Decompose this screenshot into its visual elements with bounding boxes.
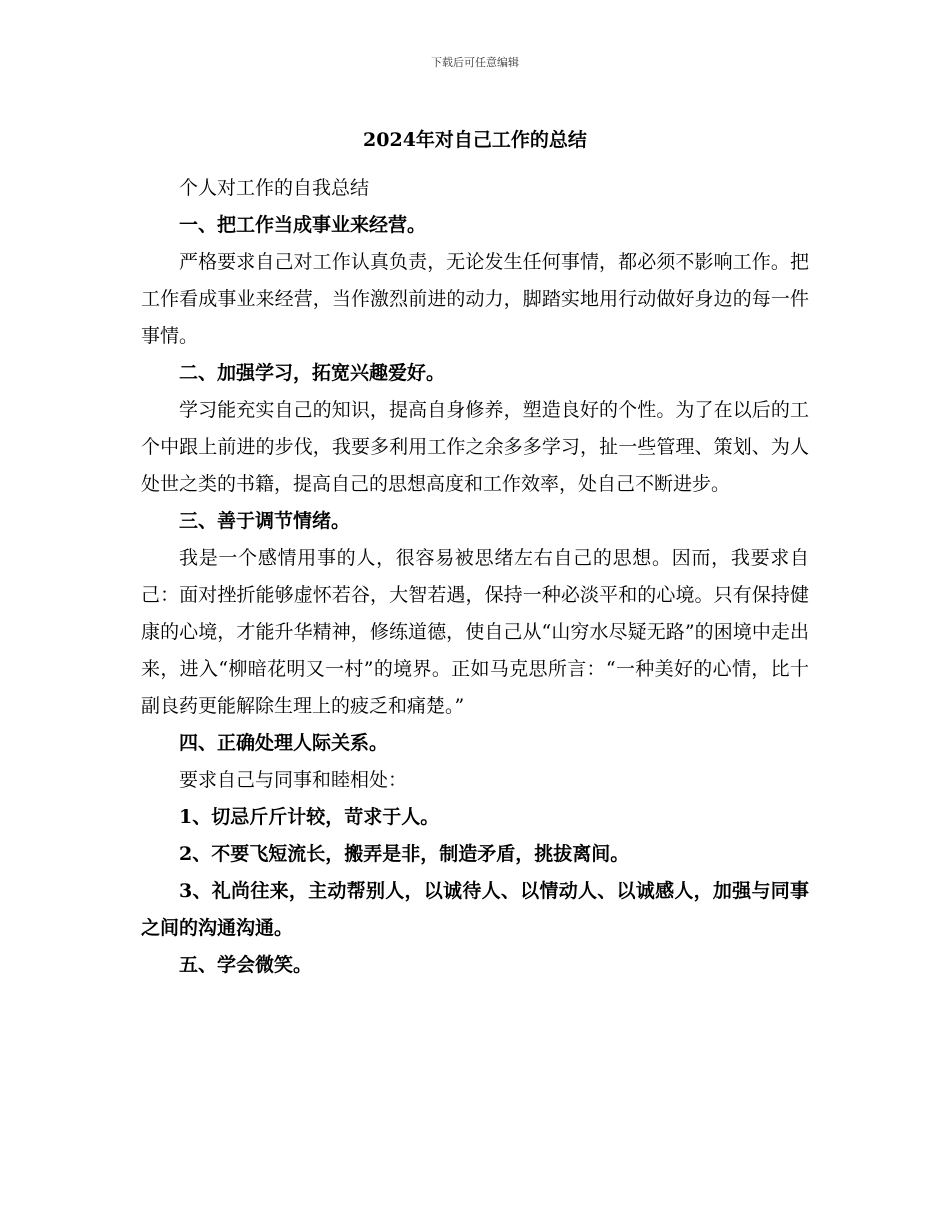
paragraph-intro: 个人对工作的自我总结 [179, 177, 370, 199]
document-body [141, 170, 809, 984]
paragraph-section-3: 我是一个感情用事的人，很容易被思绪左右自己的思想。因而，我要求自己：面对挫折能够虚怀若谷，大智若遇，保持一种必淡平和的心境。只有保持健康的心境，才能升华精神，修练道德，使自己从“山穷水尽疑无路”的困境中走出来，进入“柳暗花明又一村”的境界。正如马克思所言：“一种美好的心情，比十副良药更能解除生理上的疲乏和痛楚。” [141, 547, 809, 717]
list-item-3: 3、礼尚往来，主动帮别人，以诚待人、以情动人、以诚感人，加强与同事之间的沟通沟通。 [141, 880, 809, 939]
heading-section-2: 二、加强学习，拓宽兴趣爱好。 [179, 362, 446, 384]
heading-section-5: 五、学会微笑。 [179, 954, 313, 976]
paragraph-section-4: 要求自己与同事和睦相处： [179, 769, 408, 791]
list-item-2: 2、不要飞短流长，搬弄是非，制造矛盾，挑拔离间。 [179, 843, 630, 865]
page-header: 下载后可任意编辑 [431, 56, 519, 69]
document-title: 2024年对自己工作的总结 [363, 129, 587, 151]
paragraph-section-1: 严格要求自己对工作认真负责，无论发生任何事情，都必须不影响工作。把工作看成事业来经营，当作激烈前进的动力，脚踏实地用行动做好身边的每一件事情。 [141, 251, 809, 347]
paragraph-section-2: 学习能充实自己的知识，提高自身修养，塑造良好的个性。为了在以后的工个中跟上前进的步伐，我要多利用工作之余多多学习，扯一些管理、策划、为人处世之类的书籍，提高自己的思想高度和工作效率，处自己不断进步。 [141, 399, 809, 495]
heading-section-3: 三、善于调节情绪。 [179, 510, 351, 532]
heading-section-4: 四、正确处理人际关系。 [179, 732, 389, 754]
heading-section-1: 一、把工作当成事业来经营。 [179, 214, 427, 236]
list-item-1: 1、切忌斤斤计较，苛求于人。 [179, 806, 440, 828]
